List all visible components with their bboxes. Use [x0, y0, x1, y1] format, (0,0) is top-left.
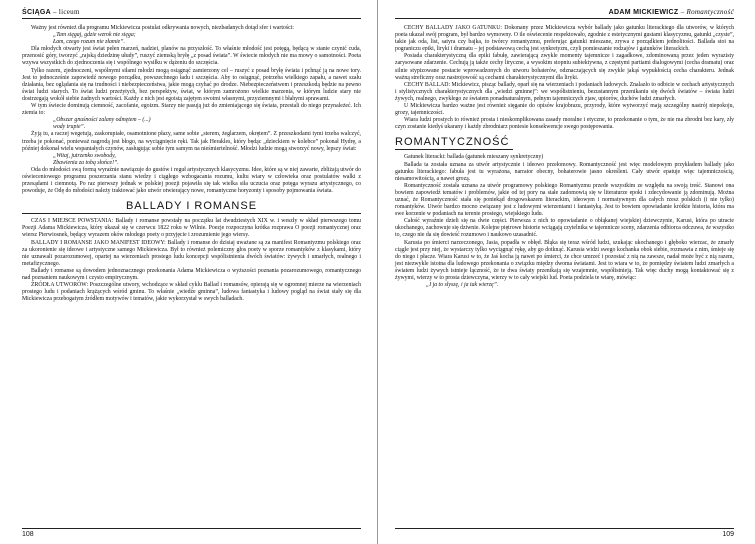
- paragraph: CECHY BALLADY JAKO GATUNKU: Dokonany przez Mickiewicza wybór ballady jako gatunku literackiego dla utworów, w których poeta ukazał swój program, był bardzo wymowny. O ile oświecenie respektowało, zgodnie z estetycznymi gustami klasycyzmu, gatunki „czyste”, takie jak oda, list, satyra czy bajka, to twórcy romantyzmu, preferując gatunki mieszane, zrywa z porządkiem jednolitości. Ballada stoi na pograniczu epiki, liryki i dramatu – jej podstawową cechą jest synkretyzm, czyli pomieszanie rodzajów i gatunków literackich.: [395, 25, 734, 53]
- section-title-ballady: BALLADY I ROMANSE: [22, 200, 361, 214]
- header-title: – Romantyczność: [680, 8, 734, 16]
- quote-line: Łam, czego rozum nie złamie”.: [53, 39, 125, 46]
- paragraph: Całość wyraźnie dzieli się na dwie części. Pierwsza z nich to opowiadanie o obłąkanej wiejskiej dziewczynie, Karusi, która po utracie ukochanego, zachowuje się dziwnie. Kolejne piętrowe historie wciągają czytelnika w tajemnicze sceny, zdarzenia odbiorca odczuwa, że wszystko to, czego nie da się dowieść rozumowo i naukowo uzasadnić.: [395, 218, 734, 239]
- brand-sub: – liceum: [53, 8, 80, 16]
- right-footer: [395, 528, 734, 538]
- section-title-romantycznosc: ROMANTYCZNOŚĆ: [395, 136, 513, 150]
- page-number: 108: [22, 531, 34, 538]
- paragraph: Romantyczność została uznana za utwór programowy polskiego Romantyzmu przede wszystkim ze względu na swoją treść. Stanowi ona bowiem zapowiedź tematów i problemów, jakie od tej pory na stałe zadomowią się w literaturze epoki i zdecydowanie ją zdominują. Można uznać, że Romantyczność stała się poniekąd drogowskazem literackim, ideowym i normatywnym dla całych rzesz polskich (i nie tylko) romantyków. Utwór bardzo mocno związany jest z ludowymi wierzeniami i fantastyką. Jest to bowiem opowiadanie krótkie historia, która ma swe korzenie w podaniach na terenie prostego, wiejskiego ludu.: [395, 182, 734, 218]
- paragraph: Oda do młodości swą formą wyraźnie nawiązuje do gustów i reguł artystycznych klasycyzmu. Idee, które są w niej zawarte, zbliżają utwór do oświeceniowego programu poszerzania stanu wiedzy i ciągłego wzbogacania rozumu, kultu wiary w człowieka oraz postulatów walki z przesądami i ciemnotą. Po raz pierwszy jednak w polskiej poezji pojawiła się tak wielka siła uczucia oraz potęga wyrazu artystycznego, co powoduje, że Odę do młodości należy traktować jako utwór otwierający nowe, romantyczne horyzonty i sposoby pojmowania świata.: [22, 166, 361, 195]
- paragraph: ŹRÓDŁA UTWORÓW: Poszczególne utwory, wchodzące w skład cyklu Ballad i romansów, opierają się w ogromnej mierze na wierzeniach prostego ludu i podaniach krążących wśród gminu. To właśnie „wiedźe gminna”, ludowa fantastyka i ludowy pogląd na świat stały się dla Mickiewicza przebogatym źródłem motywów i tematów, jakie wykorzystał w swych balladach.: [22, 282, 361, 303]
- paragraph: CECHY BALLAD: Mickiewicz, pisząc ballady, oparł się na wierzeniach i podaniach ludowych. Znalazło to odbicie w cechach artystycznych i stylistycznych charakterystycznych dla „wiedzi gminnej”: we współistnieniu, bezustannym przenikaniu się dwóch światów – świata ludzi żywych, realnego, zwykłego ze światem ponadnaturalnym, pełnym tajemniczych zjaw, upiorów, duchów ludzi zmarłych.: [395, 81, 734, 102]
- right-body: [395, 25, 734, 131]
- left-page: [0, 0, 377, 544]
- quote-line: wody trupie”.: [53, 124, 86, 131]
- left-page-header: [22, 8, 361, 19]
- paragraph: Karusia po śmierci narzeczonego, Jasia, popadła w obłęd. Błąka się teraz wśród ludzi, szukając ukochanego i głęboko wierzac, że zmarły ciągle jest przy niej, że wystarczy tylko wyciągnąć rękę, aby go dotknąć. Karusia widzi swego kochanka obok siebie, rozmawia z nim, śmieje się do niego i płacze. Wiara Karusi w to, że Jaś kocha ją nawet po śmierci, że chce umrzeć i pozostać z nią na zawsze, nadał może być z nią razem, jest niezwykle istotna dla ludowego przekonania o związku między dwoma światami. Jest to wiara w to, że pomiędzy światem ludzi zmarłych a światem ludzi żywych istnieje łączność, że te dwa światy przenikają się wzajemnie, współistnieją. Tak więc duchy mogą kontaktować się z żywymi, wierzy w to prosta dziewczyna, wierzy w to cały wiejski lud. Poeta podziela te wiarę, mówiąc:: [395, 239, 734, 281]
- quote-line: „Obszar gnuśności zalany odmętem – (...): [53, 117, 151, 124]
- paragraph: Ważny jest również dla programu Mickiewicza postulat odkrywania nowych, niezbadanych dotąd sfer i wartości:: [31, 25, 294, 31]
- quote-line: „I ja to słyszę, i ja tak wierzę”.: [426, 282, 499, 289]
- left-footer: [22, 528, 361, 538]
- paragraph: U Mickiewicza bardzo ważne jest również sięganie do opisów krajobrazu, przyrody, które wytworzyć mają szczególny nastrój niepokoju, grozy, tajemniczości.: [395, 103, 734, 117]
- quote-line: „Witaj, jutrzenko swobody,: [53, 152, 116, 159]
- left-body: [22, 25, 361, 195]
- paragraph: W tym świecie dominują ciemność, zacofanie, egoizm. Starzy nie pasują już do zmieniającego się świata, przestali do niego przynależeć. Ich ziemia to:: [22, 103, 361, 117]
- right-page-header: [395, 8, 734, 19]
- right-page: [377, 0, 754, 544]
- paragraph: Tylko razem, zjednoczeni, wspólnymi siłami młodzi mogą osiągnąć zamierzony cel – ruszyć z posad bryłę świata i pchnąć ją na nowe tory. Jest to jednocześnie zapowiedź nowego porządku, powszechnego ładu i szczęścia. Aby to osiągnąć, potrzeba wielkiego zapału, a nawet szału działania, bez oglądania się na trudności i niebezpieczeństwa, jakie mogą czyhać po drodze. Niebezpieczeństwem i przeszkodą będzie na pewno świat ludzi starych. To świat ludzi przeżytych, bez perspektyw, świat, w którym zamrożono wielkie marzenia, w którym ludzie stary nie dostrzegają wokół siebie żadnych wartości. Każdy z nich jest egoistą zajętym swoimi własnymi, przyziemnymi i błahymi sprawami.: [22, 67, 361, 102]
- paragraph: CZAS I MIEJSCE POWSTANIA: Ballady i romanse powstały na początku lat dwudziestych XIX w. i weszły w skład pierwszego tomu Poezji Adama Mickiewicza, który ukazał się w czerwcu 1822 roku w Wilnie. Poezje rozpoczyna krótka rozprawa O poezji romantycznej oraz wiersz Pierwiosnek, będący wyrazem oków młodego poety o przyjęcie i zrozumienie jego wiersy.: [22, 218, 361, 239]
- header-author-title: [609, 8, 734, 16]
- paragraph: Dla młodych otwarty jest świat pełen marzeń, nadziei, planów na przyszłość. To właśnie młodość jest potęgą, będącą w stanie czynić cuda, przenosić góry, tworzyć „rajską dziedzinę ułudy”, ruszyć ziemską bryłę „z posad świata”. W świecie młodych nie ma mowy o samotności. Poeta wzywa wszystkich do zjednoczenia się i wspólnego wysiłku w dążeniu do szczęścia.: [22, 46, 361, 67]
- paragraph: Ballady i romanse są dowodem jednoznacznego przekonania Adama Mickiewicza o wyższości poznania pozarozumowego, romantycznego nad poznaniem naukowym i czysto empirycznym.: [22, 267, 361, 281]
- paragraph: Gatunek literacki: ballada (gatunek mieszany synkretyczny): [404, 154, 544, 161]
- right-body-section: [395, 154, 734, 289]
- quote-line: „Tam sięgaj, gdzie wzrok nie sięga;: [53, 32, 136, 39]
- quote-line: Zbawienia za tobą słońce!”.: [53, 159, 119, 166]
- paragraph: Wiara ludzi prostych to również prosta i nieskomplikowana zasady moralne i etyczne, to przekonanie o tym, że nie ma zbrodni bez kary, zły czyn zostanie kiedyś ukarany i każdy zbrodniarz poniesie konsekwencje swego postępowania.: [395, 117, 734, 131]
- page-number: 109: [722, 531, 734, 538]
- paragraph: Posiada charakterystyczną dla epiki fabułę, zawierającą zwykle momenty tajemnicze i zagadkowe, zdominowaną przez jeden wyrazisty zarysowane zdarzenie. Cechują ją także cechy liryczne, a wysokim stopniu subiektywna, z częstymi partiami dialogowymi (cecha dramatu) oraz silnie stypizowane postacie wprowadzonych do utworu bohaterów, odznaczających się zwykle jakąś wypukłością cecha charakteru. Jednak ważną streficzny oraz nastrojowość są cechami charakterystycznymi dla liryki.: [395, 53, 734, 81]
- brand-name: ŚCIĄGA: [22, 9, 51, 16]
- paragraph: BALLADY I ROMANSE JAKO MANIFEST IDEOWY: Ballady i romanse do dzisiaj uważane są za manifest Romantyzmu polskiego oraz za ukoronienie się ideowe i artystyczne samego Mickiewicza. Był to również polemiczny głos poety w sporze romantyków z klasykami, który nie uznawali pozarozumowej, opartej na wierzeniach prostego ludu koncepcji wspólistnienia dwóch światów: żywych i umarłych, realnego i metafizycznego.: [22, 239, 361, 267]
- paragraph: Żyją tu, a raczej wegetują, zaskorupiałe, osamotnione płazy, same sobie „sterem, żeglarzem, okrętem”. Z przeszkodami tymi trzeba walczyć, trzeba je pokonać, ponieważ nagrodą jest błogo, na wyciągnięcie ręki. Tak jak Herakles, który będąc „dzieckiem w kolebce” pokonał Hydrę, a później dokonał wielu wspaniałych czynów, zasługując sobie tym samym na nieśmiertelność. Młodzi ludzie mogą stworzyć nowy, lepszy świat:: [22, 131, 361, 152]
- header-brand: [22, 8, 80, 16]
- paragraph: Ballada ta została uznana za utwór artystycznie i ideowo przełomowy. Romantyczność jest więc modelowym przykładem ballady jako gatunku literackiego: fabuła jest tu wyrażona, narrator obecny, bohaterowie jasno określeni. Cały utwór epatuje więc tajemniczością, niesamowitością, a nawet grozą.: [395, 161, 734, 182]
- left-body-section: [22, 218, 361, 303]
- header-author: ADAM MICKIEWICZ: [608, 9, 679, 16]
